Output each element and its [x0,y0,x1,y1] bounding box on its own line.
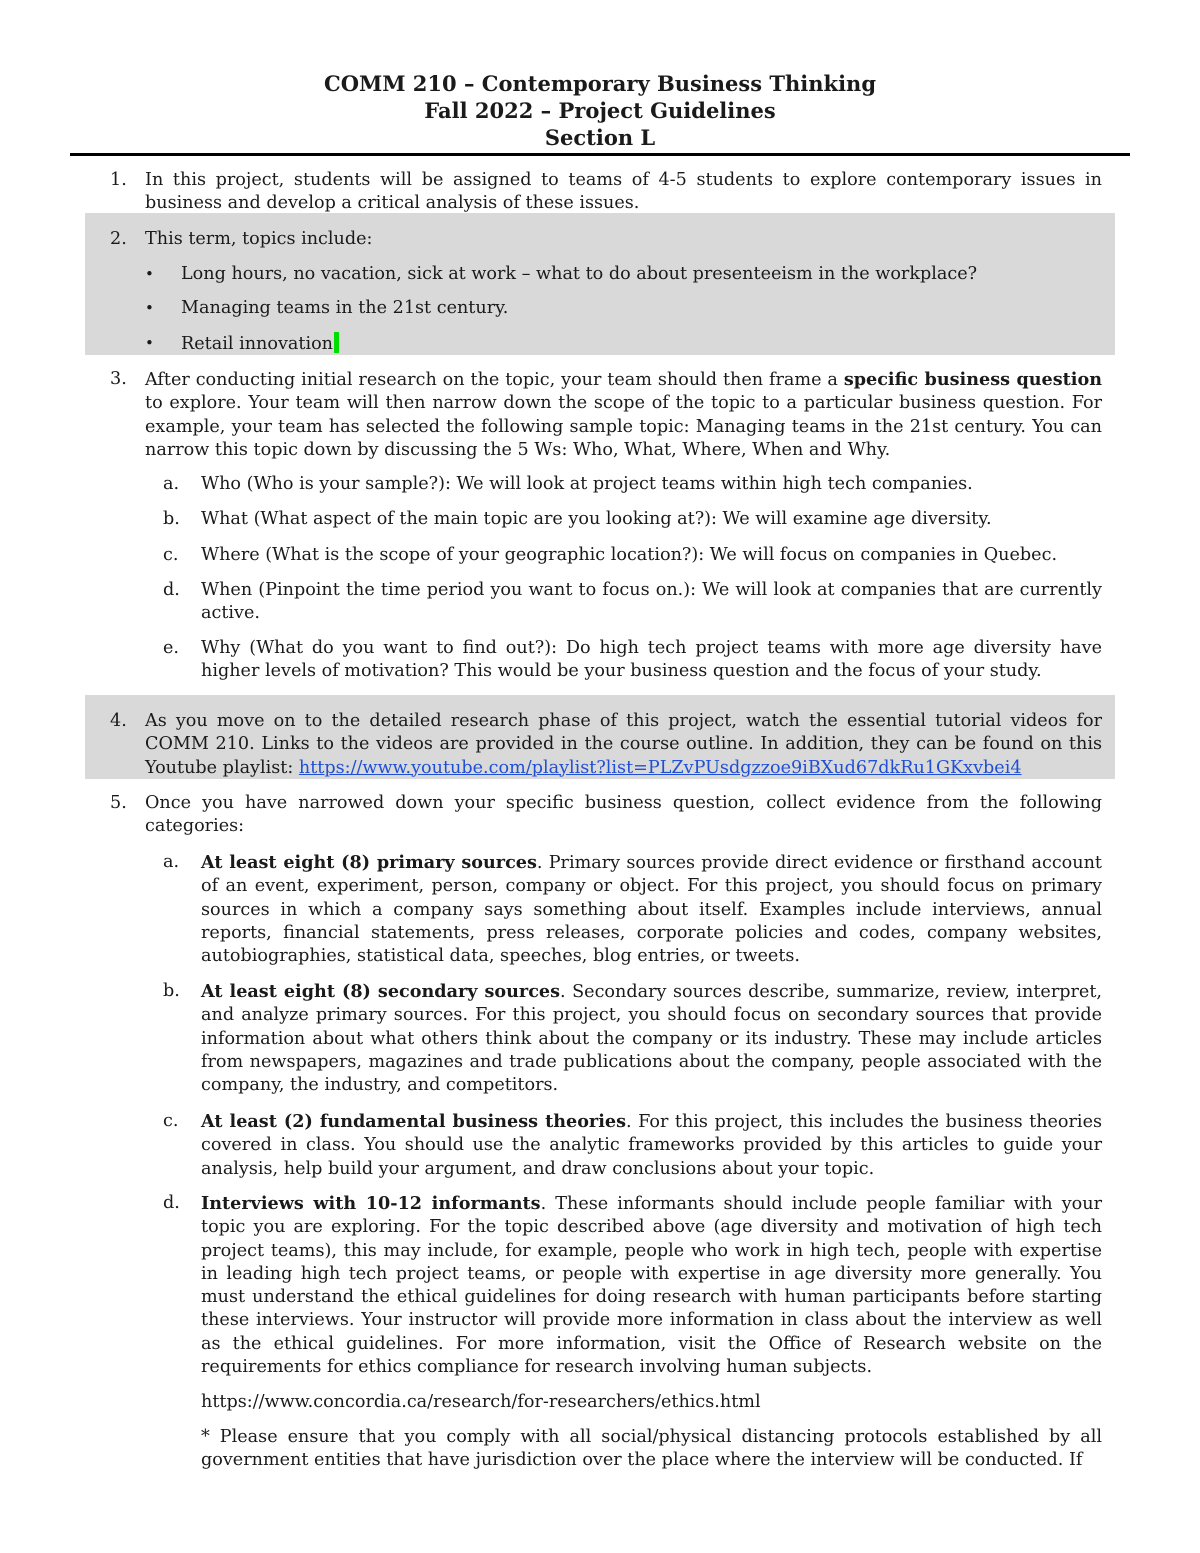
sub-item-who [163,473,1102,496]
bullet-text: Managing teams in the 21st century. [181,298,509,318]
sub-item-why [163,637,1102,684]
item-number: 1. [110,170,127,190]
item-text: As you move on to the detailed research phase of this project, watch the essential tutorial videos for COMM 210. Links to the videos are provided in the course outline. In addition, they can be found on this Youtube playlist: [145,711,1102,778]
ethics-url [201,1391,1102,1414]
item-number: 5. [110,793,127,813]
item-text: After conducting initial research on the topic, your team should then frame a [145,370,844,390]
sub-item-emphasis: At least eight (8) primary sources [201,852,537,873]
bullet-icon: • [145,265,154,283]
list-item-5 [110,792,1102,839]
section-title: Section L [544,125,656,150]
sub-item-letter: d. [163,1193,180,1213]
distancing-note [201,1426,1102,1473]
sub-item-text: . For this project, this includes the business theories covered in class. You should use the analytic frameworks provided by this articles to guide your analysis, help build your argument, and draw conclusions about your topic. [201,1112,1103,1179]
note-text: * Please ensure that you comply with all social/physical distancing protocols established by all government entities that have jurisdiction over the place where the interview will be conducted. If [201,1427,1102,1471]
list-item-2 [110,228,1102,251]
item-number: 4. [110,711,127,731]
course-title: COMM 210 – Contemporary Business Thinking [324,71,876,96]
sub-item-when [163,579,1102,626]
sub-item-emphasis: At least (2) fundamental business theories [201,1111,626,1132]
bullet-icon: • [145,299,154,317]
item-text: Once you have narrowed down your specific business question, collect evidence from the following categories: [145,793,1102,837]
youtube-playlist-link[interactable]: https://www.youtube.com/playlist?list=PLZvPUsdgzzoe9iBXud67dkRu1GKxvbei4 [298,757,1022,778]
sub-item-letter: c. [163,1111,179,1131]
sub-item-theories [163,1110,1103,1181]
sub-item-letter: b. [163,509,180,529]
sub-item-text: . Primary sources provide direct evidence or firsthand account of an event, experiment, person, company or object. For this project, you should focus on primary sources in which a company says something about itself. Examples include interviews, annual reports, financial statements, press releases, corporate policies and codes, company websites, autobiographies, statistical data, speeches, blog entries, or tweets. [201,853,1102,967]
sub-item-text: When (Pinpoint the time period you want to focus on.): We will look at companies that are currently active. [201,580,1102,624]
header-rule [70,153,1130,156]
item-text: to explore. Your team will then narrow down the scope of the topic to a particular business question. For example, your team has selected the following sample topic: Managing teams in the 21st century. You can narrow this topic down by discussing the 5 Ws: Who, What, Where, When and Why. [145,393,1102,460]
sub-item-text: Where (What is the scope of your geographic location?): We will focus on companies in Quebec. [201,545,1058,565]
item-number: 3. [110,369,127,389]
sub-item-emphasis: At least eight (8) secondary sources [201,981,561,1002]
list-item-4 [110,710,1102,780]
list-item-1 [110,169,1102,216]
text-cursor-marker [334,332,339,353]
sub-item-text: Who (Who is your sample?): We will look at project teams within high tech companies. [201,474,973,494]
sub-item-where [163,544,1102,567]
sub-item-what [163,508,1102,531]
topic-bullet [145,332,1102,356]
term-title: Fall 2022 – Project Guidelines [424,98,776,123]
sub-item-text: Why (What do you want to find out?): Do high tech project teams with more age diversity have higher levels of motivation? This would be your business question and the focus of your study. [201,638,1102,682]
bullet-icon: • [145,334,154,352]
item-number: 2. [110,229,127,249]
item-text: In this project, students will be assigned to teams of 4-5 students to explore contemporary issues in business and develop a critical analysis of these issues. [145,170,1102,214]
document-header [0,70,1200,151]
topic-bullet [145,297,1102,320]
sub-item-letter: a. [163,474,180,494]
bullet-text: Retail innovation [181,334,333,354]
item-emphasis: specific business question [843,369,1102,390]
ethics-url-text: https://www.concordia.ca/research/for-researchers/ethics.html [201,1392,761,1412]
sub-item-letter: e. [163,638,180,658]
list-item-3 [110,368,1102,462]
topic-bullet [145,263,1102,286]
sub-item-letter: c. [163,545,179,565]
item-text: This term, topics include: [145,229,373,249]
sub-item-secondary-sources [163,980,1103,1097]
sub-item-letter: b. [163,981,180,1001]
bullet-text: Long hours, no vacation, sick at work – what to do about presenteeism in the workplace? [181,264,978,284]
sub-item-emphasis: Interviews with 10-12 informants [201,1193,541,1214]
sub-item-text: What (What aspect of the main topic are you looking at?): We will examine age diversity. [201,509,992,529]
sub-item-text: . These informants should include people familiar with your topic you are exploring. For the topic described above (age diversity and motivation of high tech project teams), this may include, for example, people who work in high tech, people with expertise in leading high tech project teams, or people with expertise in age diversity more generally. You must understand the ethical guidelines for doing research with human participants before starting these interviews. Your instructor will provide more information in class about the interview as well as the ethical guidelines. For more information, visit the Office of Research website on the requirements for ethics compliance for research involving human subjects. [201,1194,1102,1378]
sub-item-interviews [163,1192,1102,1379]
sub-item-primary-sources [163,851,1102,968]
sub-item-letter: a. [163,852,180,872]
sub-item-letter: d. [163,580,180,600]
sub-item-text: . Secondary sources describe, summarize, review, interpret, and analyze primary sources. For this project, you should focus on secondary sources that provide information about what others think about the company or its industry. These may include articles from newspapers, magazines and trade publications about the company, people associated with the company, the industry, and competitors. [201,982,1103,1096]
